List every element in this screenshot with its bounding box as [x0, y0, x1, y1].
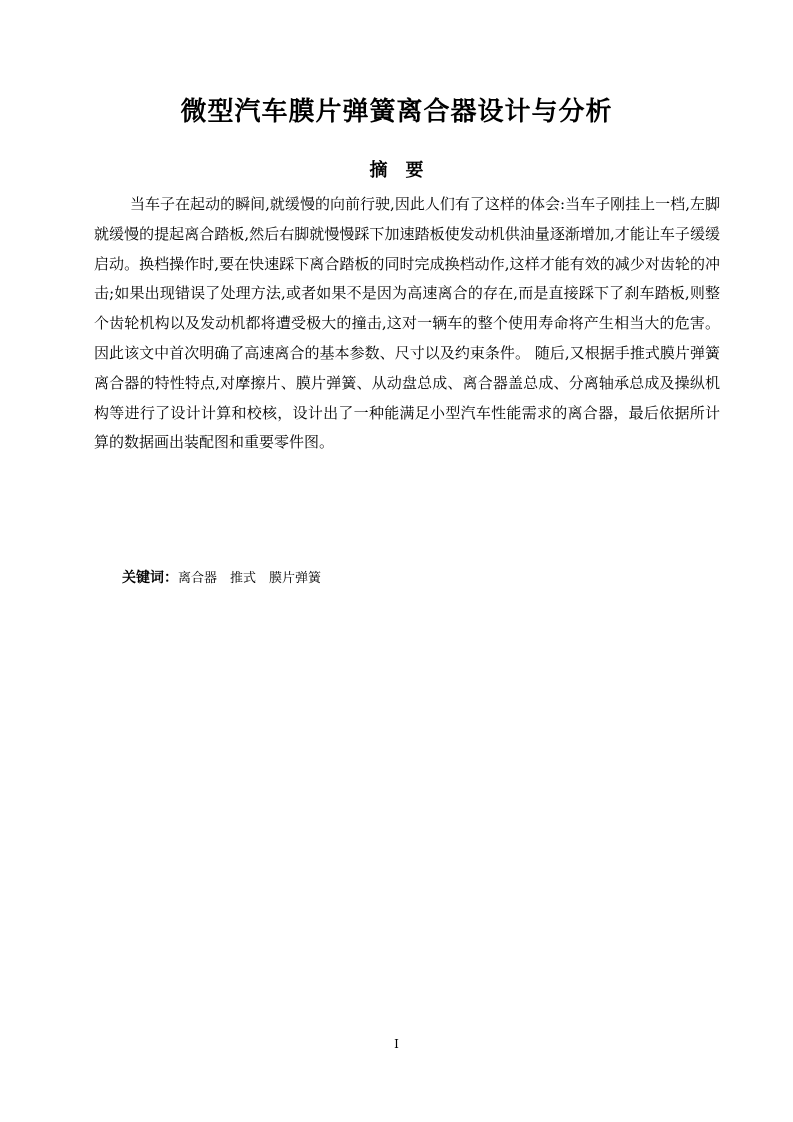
keywords-values: 离合器 推式 膜片弹簧	[178, 571, 322, 586]
keywords-label: 关键词：	[122, 570, 178, 586]
document-title: 微型汽车膜片弹簧离合器设计与分析	[180, 97, 613, 127]
keywords-line	[122, 566, 321, 591]
page-number: I	[394, 1037, 399, 1051]
abstract-body: 当车子在起动的瞬间,就缓慢的向前行驶,因此人们有了这样的体会:当车子刚挂上一档,左脚就缓慢的提起离合踏板,然后右脚就慢慢踩下加速踏板使发动机供油量逐渐增加,才能让车子缓缓启动。换档操作时,要在快速踩下离合踏板的同时完成换档动作,这样才能有效的减少对齿轮的冲击;如果出现错误了处理方法,或者如果不是因为高速离合的存在,而是直接踩下了刹车踏板,则整个齿轮机构以及发动机都将遭受极大的撞击,这对一辆车的整个使用寿命将产生相当大的危害。因此该文中首次明确了高速离合的基本参数、尺寸以及约束条件。 随后,又根据手推式膜片弹簧离合器的特性特点,对摩擦片、膜片弹簧、从动盘总成、离合器盖总成、分离轴承总成及操纵机构等进行了设计计算和校核，设计出了一种能满足小型汽车性能需求的离合器，最后依据所计算的数据画出装配图和重要零件图。	[94, 195, 720, 452]
abstract-heading: 摘要	[369, 160, 442, 181]
